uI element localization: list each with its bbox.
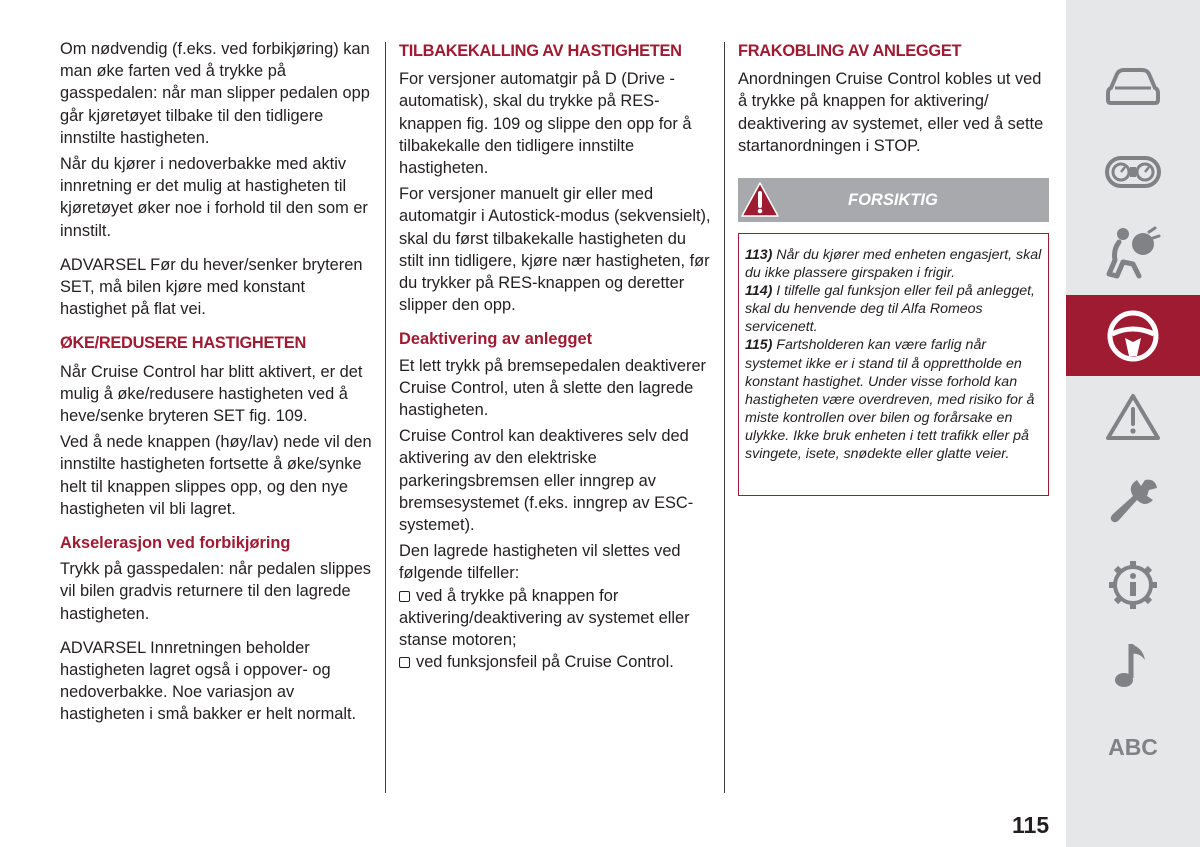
bullet-item: ved å trykke på knappen for aktivering/deaktivering av systemet eller stanse motoren; — [399, 586, 690, 650]
info-gear-icon — [1105, 557, 1161, 613]
paragraph: Om nødvendig (f.eks. ved forbikjøring) kan man øke farten ved å trykke på gasspedalen: når man slipper pedalen opp går kjøretøyet tilbake til den tidligere innstilte hastigheten. — [60, 40, 370, 147]
subsection-heading: Deaktivering av anlegget — [399, 330, 593, 349]
column-divider — [385, 42, 386, 793]
warning-triangle-icon — [740, 180, 780, 220]
chapter-sidebar — [1066, 0, 1200, 847]
sidebar-item-safety[interactable] — [1066, 222, 1200, 282]
column-1 — [60, 38, 372, 730]
note-number: 114) — [745, 283, 773, 300]
airbag-icon — [1103, 224, 1163, 280]
steering-wheel-icon — [1105, 308, 1161, 364]
column-2 — [399, 38, 711, 673]
abc-index-label: ABC — [1108, 733, 1158, 760]
advarsel-note: ADVARSEL Før du hever/senker bryteren SET, må bilen kjøre med konstant hastighet på flat vei. — [60, 255, 363, 319]
sidebar-item-index[interactable] — [1066, 717, 1200, 777]
note-number: 115) — [745, 337, 773, 354]
warning-triangle-icon — [1105, 392, 1161, 442]
checkbox-bullet-icon — [399, 657, 410, 668]
paragraph: Trykk på gasspedalen: når pedalen slippes vil bilen gradvis returnere til den lagrede hastigheten. — [60, 560, 372, 623]
section-heading: TILBAKEKALLING AV HASTIGHETEN — [399, 42, 682, 60]
subsection-heading: Akselerasjon ved forbikjøring — [60, 534, 291, 553]
sidebar-item-multimedia[interactable] — [1066, 636, 1200, 696]
sidebar-item-maintenance[interactable] — [1066, 472, 1200, 532]
warning-header — [738, 178, 1049, 222]
paragraph: Den lagrede hastigheten vil slettes ved følgende tilfeller: — [399, 542, 681, 583]
warning-item: 115) Fartsholderen kan være farlig når systemet ikke er i stand til å opprettholde en konstant hastighet. Under visse forhold kan hastigheten være overdreven, med risiko for å miste kontrollen over bilen og forårsake en ulykke. Ikke bruk enheten i tett trafikk eller på svingete, isete, snødekte eller glatte veier. — [745, 337, 1035, 463]
column-divider — [724, 42, 725, 793]
section-heading: ØKE/REDUSERE HASTIGHETEN — [60, 334, 306, 353]
warning-item: 114) I tilfelle gal funksjon eller feil på anlegget, skal du henvende deg til Alfa Romeos servicenett. — [745, 283, 1035, 336]
sidebar-item-car[interactable] — [1066, 56, 1200, 116]
paragraph: For versjoner manuelt gir eller med automatgir i Autostick-modus (sekvensielt), skal du først tilbakekalle hastigheten du stilt inn tidligere, kjøre nær hastigheten, før du trykker på RES-knappen og deretter slipper den opp. — [399, 185, 711, 315]
car-icon — [1103, 64, 1163, 108]
music-note-icon — [1111, 638, 1155, 694]
sidebar-item-emergency[interactable] — [1066, 387, 1200, 447]
dashboard-icon — [1103, 150, 1163, 194]
bullet-item: ved funksjonsfeil på Cruise Control. — [399, 651, 711, 673]
warning-title: FORSIKTIG — [848, 191, 938, 209]
note-number: 113) — [745, 247, 773, 263]
paragraph: For versjoner automatgir på D (Drive - automatisk), skal du trykke på RES-knappen fig. 109 og slippe den opp for å tilbakekalle den tidligere innstilte hastigheten. — [399, 70, 692, 178]
page-number: 115 — [1012, 812, 1050, 838]
paragraph: Et lett trykk på bremsepedalen deaktiverer Cruise Control, uten å slette den lagrede hastigheten. — [399, 356, 707, 420]
section-heading: FRAKOBLING AV ANLEGGET — [738, 42, 962, 60]
sidebar-item-dashboard[interactable] — [1066, 142, 1200, 202]
column-3 — [738, 38, 1050, 161]
paragraph: Anordningen Cruise Control kobles ut ved å trykke på knappen for aktivering/ deaktivering av systemet, eller ved å sette startanordningen i STOP. — [738, 70, 1044, 155]
paragraph: Når Cruise Control har blitt aktivert, er det mulig å øke/redusere hastigheten ved å heve/senke bryteren SET fig. 109. — [60, 362, 363, 426]
sidebar-item-technical-data[interactable] — [1066, 555, 1200, 615]
warning-box — [738, 233, 1049, 496]
paragraph: Ved å nede knappen (høy/lav) nede vil den innstilte hastigheten fortsette å øke/synke helt til knappen slippes opp, og den nye hastigheten vil bli lagret. — [60, 433, 372, 518]
paragraph: Cruise Control kan deaktiveres selv ded aktivering av den elektriske parkeringsbremsen eller inngrep av bremsesystemet (f.eks. inngrep av ESC-systemet). — [399, 427, 694, 535]
checkbox-bullet-icon — [399, 591, 410, 602]
paragraph: Når du kjører i nedoverbakke med aktiv innretning er det mulig at hastigheten til kjøretøyet øker noe i forhold til den som er innstilt. — [60, 155, 368, 240]
advarsel-note: ADVARSEL Innretningen beholder hastigheten lagret også i oppover- og nedoverbakke. Noe variasjon av hastigheten i små bakker er helt normalt. — [60, 638, 357, 724]
sidebar-item-driving-active[interactable] — [1066, 295, 1200, 376]
wrench-icon — [1105, 474, 1161, 530]
warning-item: 113) Når du kjører med enheten engasjert, skal du ikke plassere girspaken i frigir. — [745, 247, 1042, 282]
